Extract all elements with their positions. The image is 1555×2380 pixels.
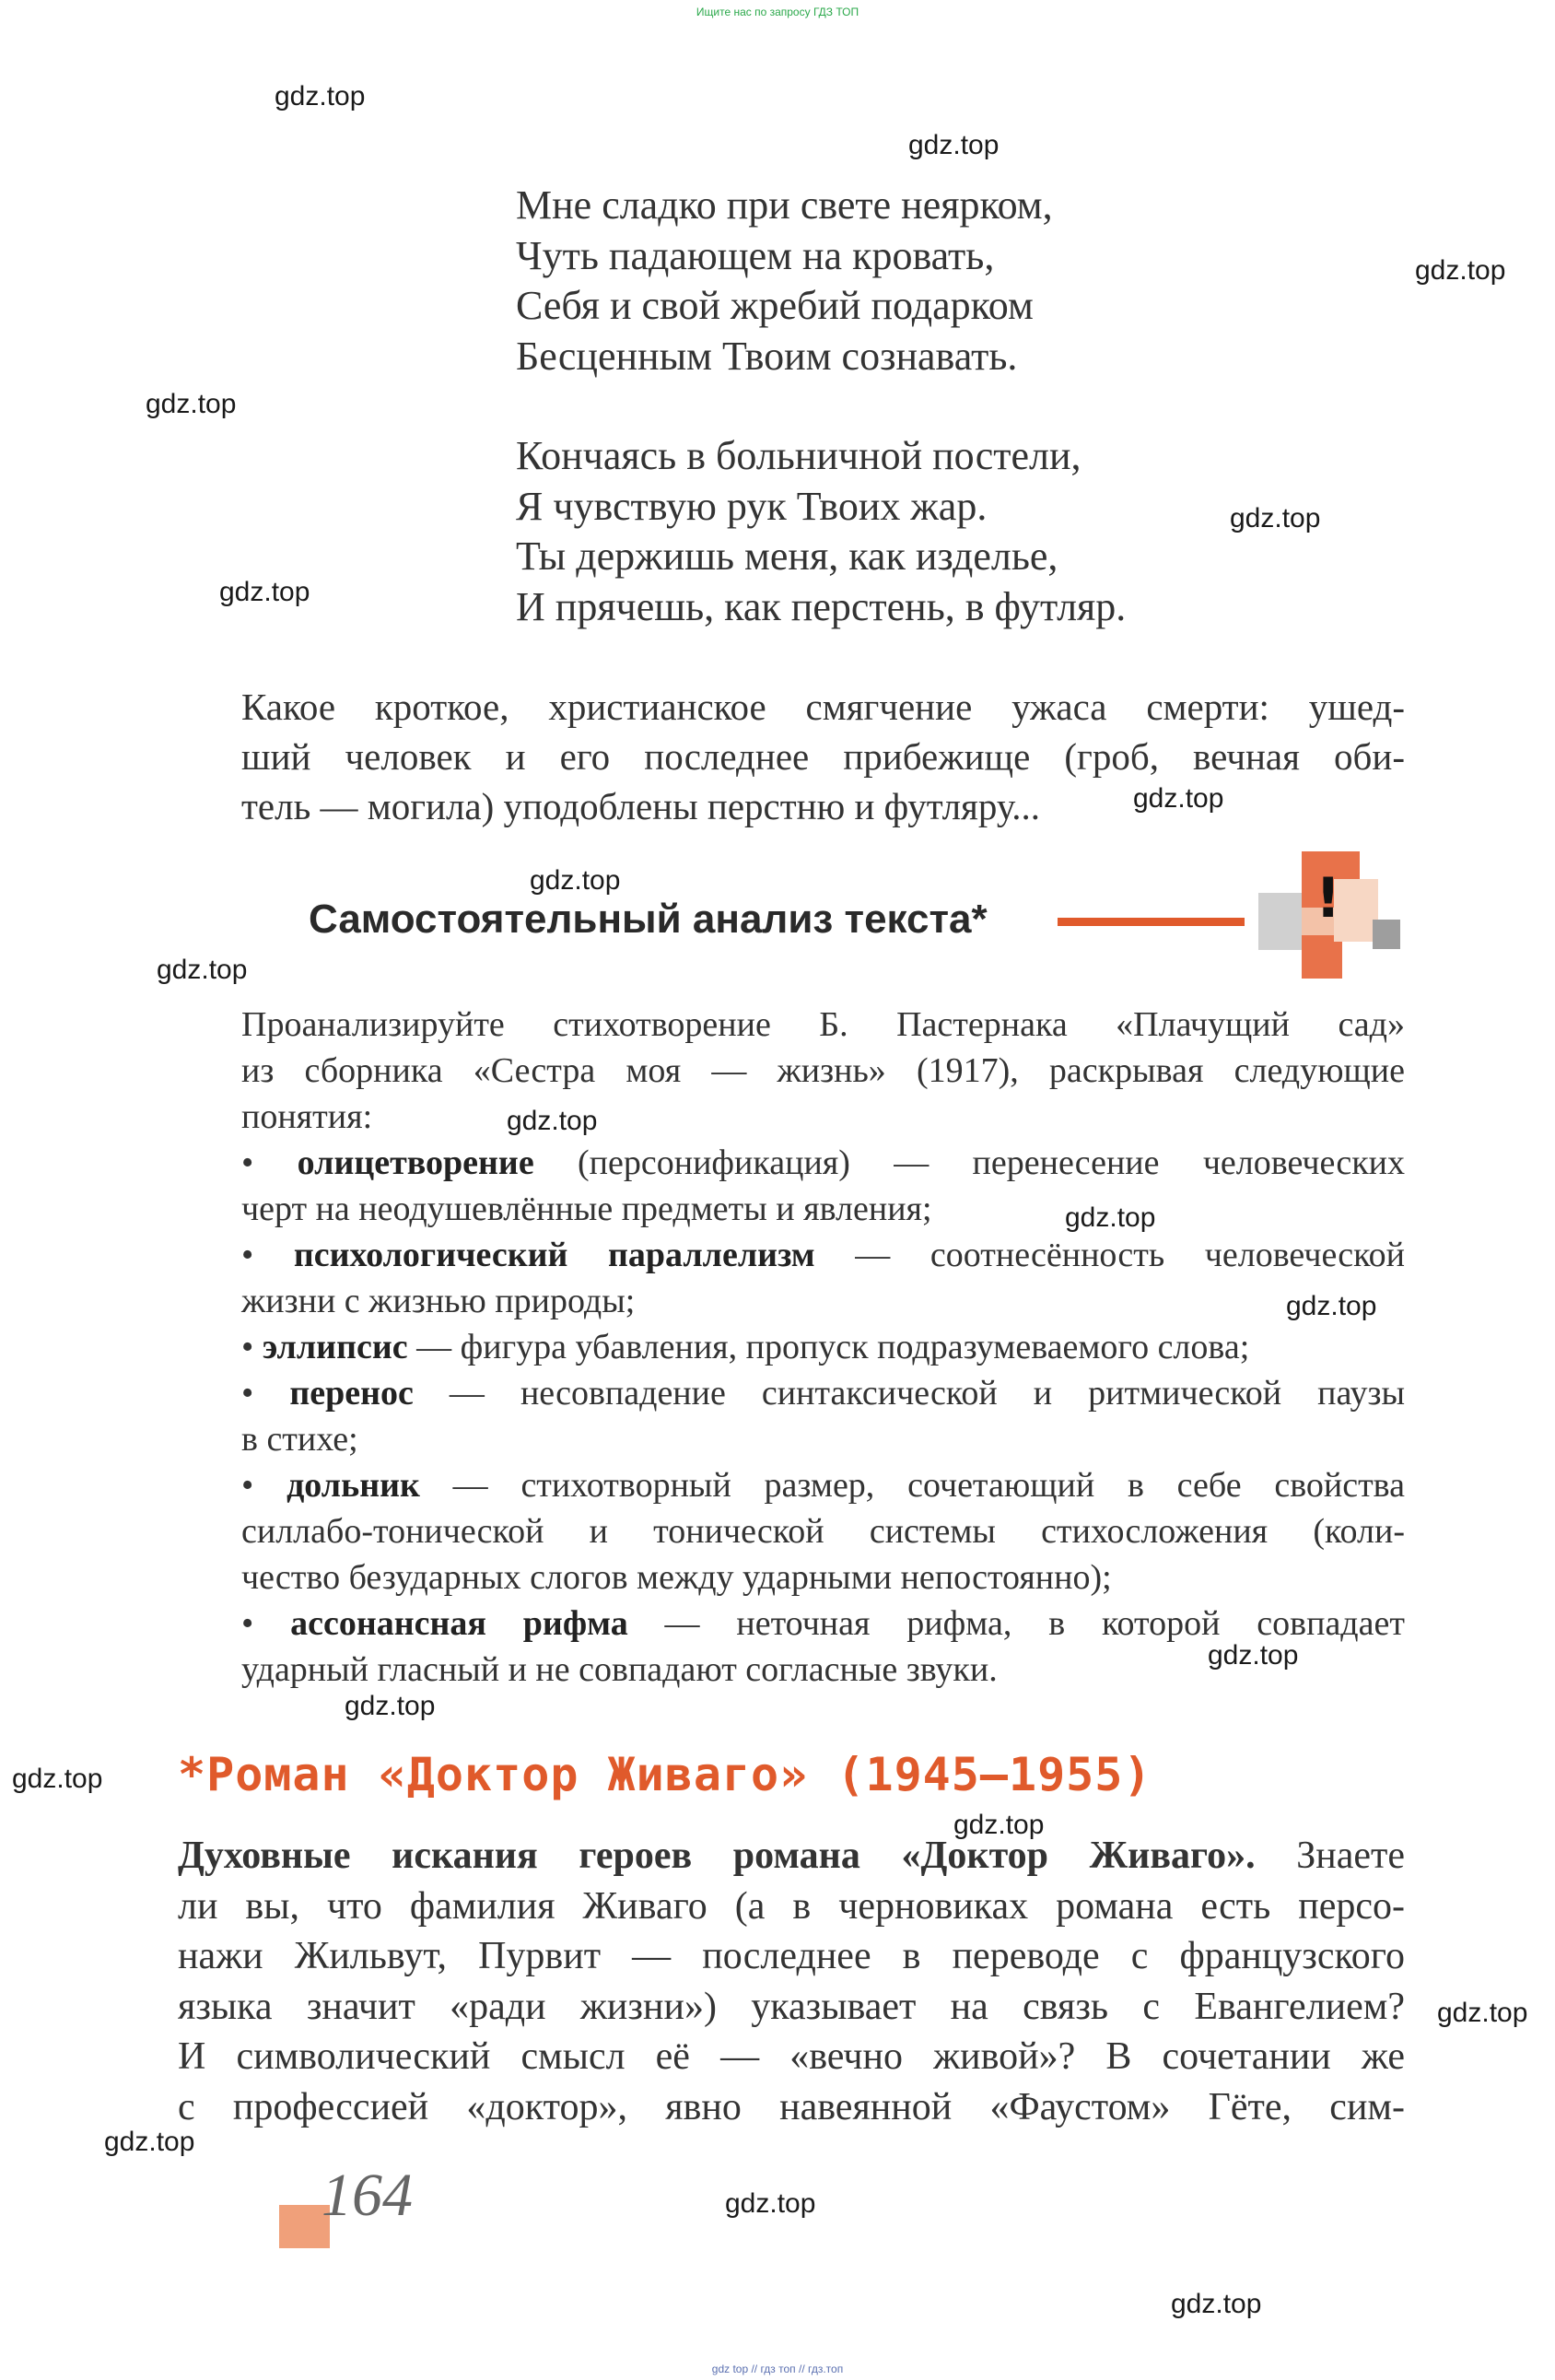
text-line: понятия:	[241, 1097, 373, 1136]
text-line: чество безударных слогов между ударными непостоянно);	[241, 1558, 1112, 1597]
poem-line: Я чувствую рук Твоих жар.	[516, 483, 988, 529]
watermark: gdz.top	[1171, 2289, 1262, 2319]
watermark: gdz.top	[1208, 1640, 1299, 1671]
analysis-task	[241, 1002, 1405, 1693]
poem-line: И прячешь, как перстень, в футляр.	[516, 583, 1127, 629]
watermark: gdz.top	[157, 955, 248, 985]
commentary-paragraph	[241, 682, 1405, 831]
poem-stanza-1	[516, 181, 1253, 381]
text-line: ударный гласный и не совпадают согласные звуки.	[241, 1650, 998, 1689]
watermark: gdz.top	[345, 1691, 436, 1721]
poem-stanza-2	[516, 431, 1253, 632]
text-line: ли вы, что фамилия Живаго (а в черновиках романа есть персо-	[178, 1884, 1405, 1928]
text-line: черт на неодушевлённые предметы и явления;	[241, 1190, 932, 1228]
poem-line: Бесценным Твоим сознавать.	[516, 333, 1018, 379]
bullet: •	[241, 1143, 298, 1182]
novel-paragraph	[178, 1831, 1405, 2132]
watermark: gdz.top	[219, 577, 310, 607]
terms-list	[241, 1140, 1405, 1693]
text-line: жизни с жизнью природы;	[241, 1282, 636, 1320]
watermark: gdz.top	[104, 2127, 195, 2157]
watermark: gdz.top	[908, 130, 1000, 160]
term-item: • эллипсис — фигура убавления, пропуск подразумеваемого слова;	[241, 1328, 1250, 1366]
bullet: •	[241, 1328, 263, 1366]
term: психологический параллелизм	[293, 1236, 815, 1274]
watermark: gdz.top	[725, 2188, 816, 2219]
exclamation-icon	[1258, 851, 1406, 980]
poem-line: Мне сладко при свете неярком,	[516, 182, 1053, 228]
term: перенос	[289, 1374, 414, 1413]
text-line: нажи Жильвут, Пурвит — последнее в переводе с французского	[178, 1935, 1405, 1977]
watermark: gdz.top	[1415, 255, 1506, 286]
watermark: gdz.top	[146, 389, 237, 419]
top-note: Ищите нас по запросу ГДЗ ТОП	[696, 6, 859, 18]
bullet: •	[241, 1374, 290, 1413]
title-rule	[1058, 918, 1245, 926]
bullet: •	[241, 1466, 287, 1505]
term: эллипсис	[262, 1328, 408, 1366]
text-line: Проанализируйте стихотворение Б. Пастернака «Плачущий сад»	[241, 1005, 1405, 1044]
term-item: • олицетворение (персонификация) — перенесение человеческих	[241, 1143, 1405, 1182]
term: олицетворение	[297, 1143, 534, 1182]
term-item: • дольник — стихотворный размер, сочетающий в себе свойства	[241, 1466, 1405, 1505]
exclamation-glyph: !	[1315, 866, 1341, 931]
text-line: Какое кроткое, христианское смягчение ужаса смерти: ушед-	[241, 686, 1405, 728]
watermark: gdz.top	[507, 1106, 598, 1136]
watermark: gdz.top	[1133, 783, 1224, 814]
text-line: силлабо-тонической и тонической системы стихосложения (коли-	[241, 1512, 1405, 1551]
poem-line: Ты держишь меня, как изделье,	[516, 533, 1058, 579]
text-line: тель — могила) уподоблены перстню и футляру...	[241, 785, 1041, 827]
term-item: • психологический параллелизм — соотнесённость человеческой	[241, 1236, 1406, 1274]
term: дольник	[286, 1466, 420, 1505]
novel-section-title: *Роман «Доктор Живаго» (1945–1955)	[178, 1748, 1152, 1801]
text-line: ший человек и его последнее прибежище (гроб, вечная оби-	[241, 735, 1405, 778]
watermark: gdz.top	[1286, 1291, 1377, 1321]
term-item: • перенос — несовпадение синтаксической и ритмической паузы	[241, 1374, 1405, 1413]
text-line: из сборника «Сестра моя — жизнь» (1917), раскрывая следующие	[241, 1051, 1405, 1090]
watermark: gdz.top	[1437, 1998, 1528, 2028]
text-line: языка значит «ради жизни») указывает на связь с Евангелием?	[178, 1985, 1405, 2028]
bullet: •	[241, 1236, 294, 1274]
page-number: 164	[322, 2162, 413, 2229]
text-line: в стихе;	[241, 1420, 358, 1459]
term: ассонансная рифма	[290, 1604, 628, 1643]
poem-line: Чуть падающем на кровать,	[516, 232, 995, 278]
lead-heading: Духовные искания героев романа «Доктор Живаго».	[178, 1835, 1256, 1877]
bullet: •	[241, 1604, 291, 1643]
watermark: gdz.top	[1230, 503, 1321, 533]
term-item: • ассонансная рифма — неточная рифма, в которой совпадает	[241, 1604, 1405, 1643]
poem-line: Себя и свой жребий подарком	[516, 283, 1034, 328]
watermark: gdz.top	[275, 81, 366, 111]
bottom-note: gdz top // гдз топ // гдз.топ	[711, 2362, 844, 2375]
text-line: И символический смысл её — «вечно живой»? В сочетании же	[178, 2035, 1405, 2078]
text-line: с профессией «доктор», явно навеянной «Фаустом» Гёте, сим-	[178, 2085, 1405, 2128]
poem-line: Кончаясь в больничной постели,	[516, 433, 1081, 478]
section-title: Самостоятельный анализ текста*	[309, 897, 988, 942]
text-line: Духовные искания героев романа «Доктор Живаго». Знаете	[178, 1835, 1405, 1877]
watermark: gdz.top	[953, 1810, 1045, 1840]
watermark: gdz.top	[12, 1764, 103, 1794]
watermark: gdz.top	[530, 865, 621, 896]
watermark: gdz.top	[1065, 1202, 1156, 1233]
